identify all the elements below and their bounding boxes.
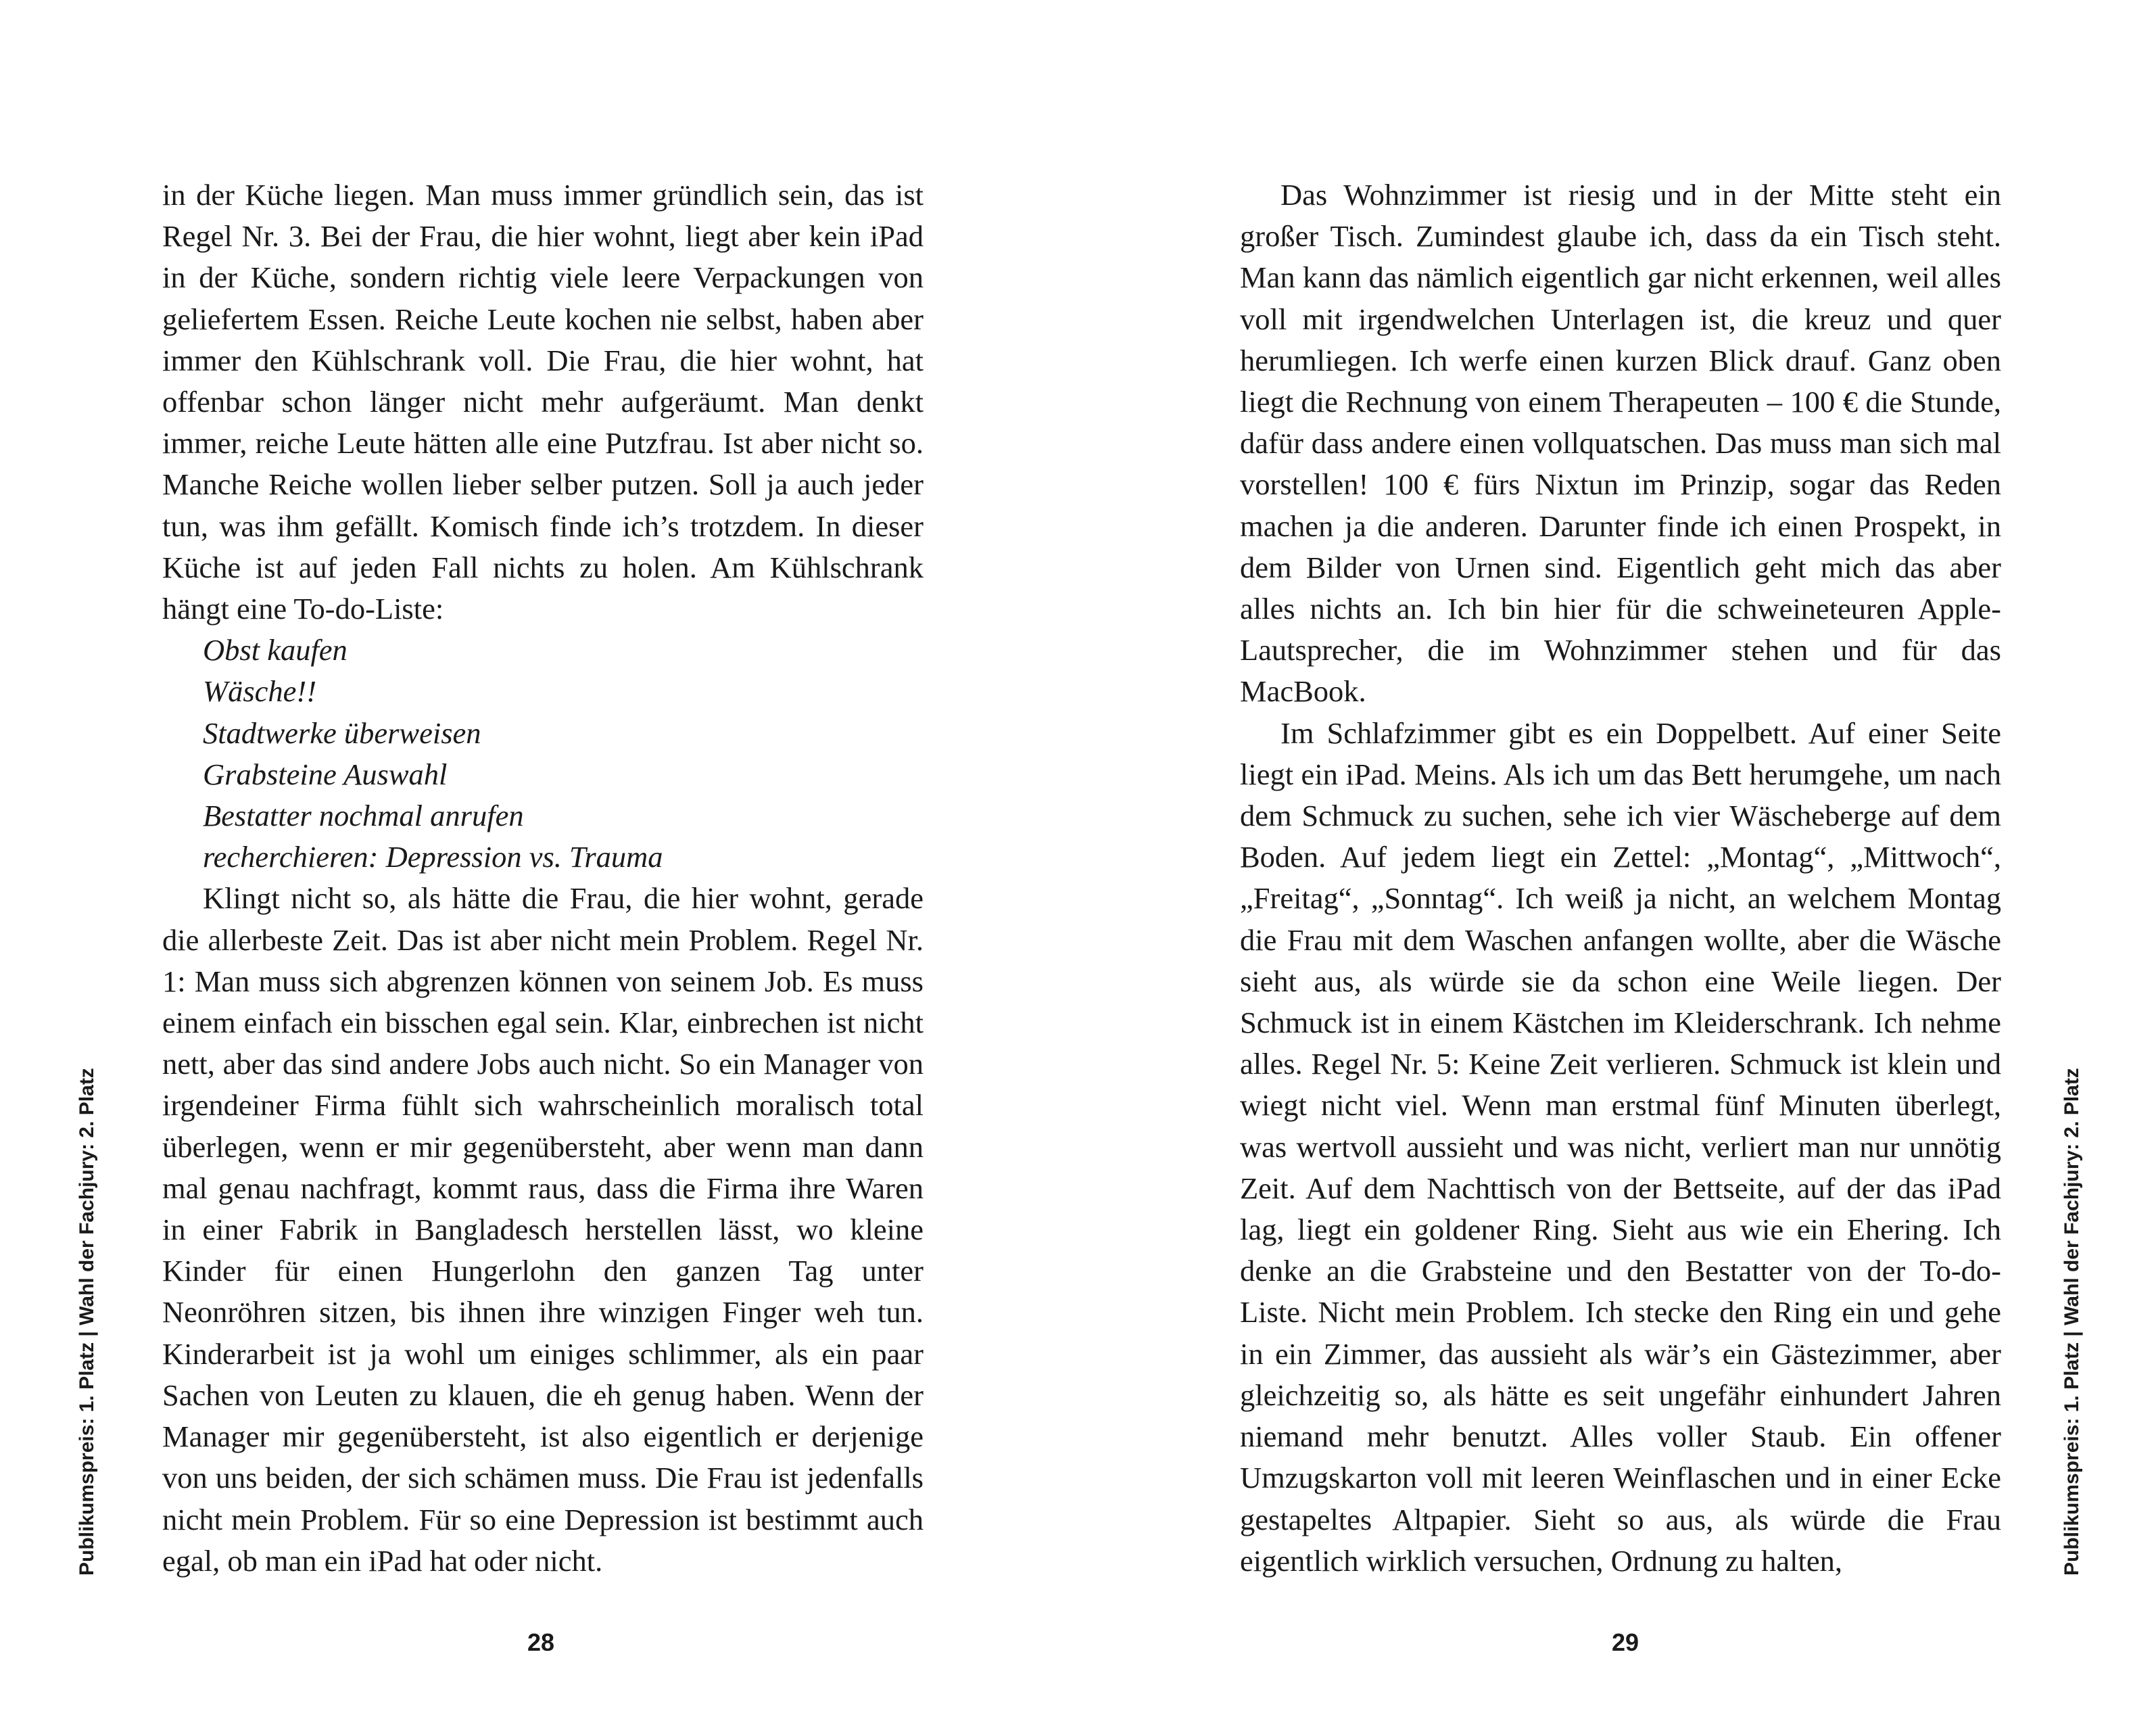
running-head-left: Publikumspreis: 1. Platz | Wahl der Fachjury: 2. Platz [76, 1068, 98, 1576]
todo-item: Bestatter nochmal anrufen [203, 799, 524, 833]
todo-item: Stadtwerke überweisen [203, 715, 481, 750]
left-paragraph-1: in der Küche liegen. Man muss immer gründlich sein, das ist Regel Nr. 3. Bei der Frau, die hier wohnt, liegt aber kein iPad in der Küche, sondern richtig viele leere Verpackungen von geliefertem Essen. Reiche Leute kochen nie selbst, haben aber immer den Kühlschrank voll. Die Frau, die hier wohnt, hat offenbar schon länger nicht mehr aufgeräumt. Man denkt immer, reiche Leute hätten alle eine Putzfrau. Ist aber nicht so. Manche Reiche wollen lieber selber putzen. Soll ja auch jeder tun, was ihm gefällt. Komisch finde ich’s trotzdem. In dieser Küche ist auf jeden Fall nichts zu holen. Am Kühlschrank hängt eine To-do-Liste: [162, 178, 924, 626]
right-page-text [1240, 174, 2001, 1582]
left-paragraph-2: Klingt nicht so, als hätte die Frau, die hier wohnt, gerade die allerbeste Zeit. Das ist aber nicht mein Problem. Regel Nr. 1: Man muss sich abgrenzen können von seinem Job. Es muss einem einfach ein bisschen egal sein. Klar, einbrechen ist nicht nett, aber das sind andere Jobs auch nicht. So ein Manager von irgendeiner Firma fühlt sich wahrscheinlich moralisch total überlegen, wenn er mir gegenübersteht, aber wenn man dann mal genau nachfragt, kommt raus, dass die Firma ihre Waren in einer Fabrik in Bangladesch herstellen lässt, wo kleine Kinder für einen Hungerlohn den ganzen Tag unter Neonröhren sitzen, bis ihnen ihre winzigen Finger weh tun. Kinderarbeit ist ja wohl um einiges schlimmer, als ein paar Sachen von Leuten zu klauen, die eh genug haben. Wenn der Manager mir gegenübersteht, ist also eigentlich er derjenige von uns beiden, der sich schämen muss. Die Frau ist jedenfalls nicht mein Problem. Für so eine Depression ist bestimmt auch egal, ob man ein iPad hat oder nicht. [162, 881, 924, 1578]
page-number-left: 28 [527, 1628, 555, 1656]
todo-list [162, 630, 924, 878]
todo-item: Obst kaufen [203, 633, 348, 667]
right-page [1078, 0, 2155, 1717]
todo-item: recherchieren: Depression vs. Trauma [203, 840, 663, 874]
page-number-right: 29 [1612, 1628, 1639, 1656]
running-head-right: Publikumspreis: 1. Platz | Wahl der Fachjury: 2. Platz [2061, 1068, 2083, 1576]
right-paragraph-2: Im Schlafzimmer gibt es ein Doppelbett. Auf einer Seite liegt ein iPad. Meins. Als ich um das Bett herumgehe, um nach dem Schmuck zu suchen, sehe ich vier Wäscheberge auf dem Boden. Auf jedem liegt ein Zettel: „Montag“, „Mittwoch“, „Freitag“, „Sonntag“. Ich weiß ja nicht, an welchem Montag die Frau mit dem Waschen anfangen wollte, aber die Wäsche sieht aus, als würde sie da schon eine Weile liegen. Der Schmuck ist in einem Kästchen im Kleiderschrank. Ich nehme alles. Regel Nr. 5: Keine Zeit verlieren. Schmuck ist klein und wiegt nicht viel. Wenn man erstmal fünf Minuten überlegt, was wertvoll aussieht und was nicht, verliert man nur unnötig Zeit. Auf dem Nachttisch von der Bettseite, auf der das iPad lag, liegt ein goldener Ring. Sieht aus wie ein Ehering. Ich denke an die Grabsteine und den Bestatter von der To-do-Liste. Nicht mein Problem. Ich stecke den Ring ein und gehe in ein Zimmer, das aussieht als wär’s ein Gästezimmer, aber gleichzeitig so, als hätte es seit ungefähr einhundert Jahren niemand mehr benutzt. Alles voller Staub. Ein offener Umzugskarton voll mit leeren Weinflaschen und in einer Ecke gestapeltes Altpapier. Sieht so aus, als würde die Frau eigentlich wirklich versuchen, Ordnung zu halten, [1240, 715, 2001, 1578]
todo-item: Wäsche!! [203, 674, 317, 709]
todo-item: Grabsteine Auswahl [203, 757, 448, 791]
left-page-text [162, 174, 924, 1582]
right-paragraph-1: Das Wohnzimmer ist riesig und in der Mitte steht ein großer Tisch. Zumindest glaube ich, dass da ein Tisch steht. Man kann das nämlich eigentlich gar nicht erkennen, weil alles voll mit irgendwelchen Unterlagen ist, die kreuz und quer herumliegen. Ich werfe einen kurzen Blick drauf. Ganz oben liegt die Rechnung von einem Therapeuten – 100 € die Stunde, dafür dass andere einen vollquatschen. Das muss man sich mal vorstellen! 100 € fürs Nixtun im Prinzip, sogar das Reden machen ja die anderen. Darunter finde ich einen Prospekt, in dem Bilder von Urnen sind. Eigentlich geht mich das aber alles nichts an. Ich bin hier für die schweineteuren Apple-Lautsprecher, die im Wohnzimmer stehen und für das MacBook. [1240, 178, 2001, 709]
